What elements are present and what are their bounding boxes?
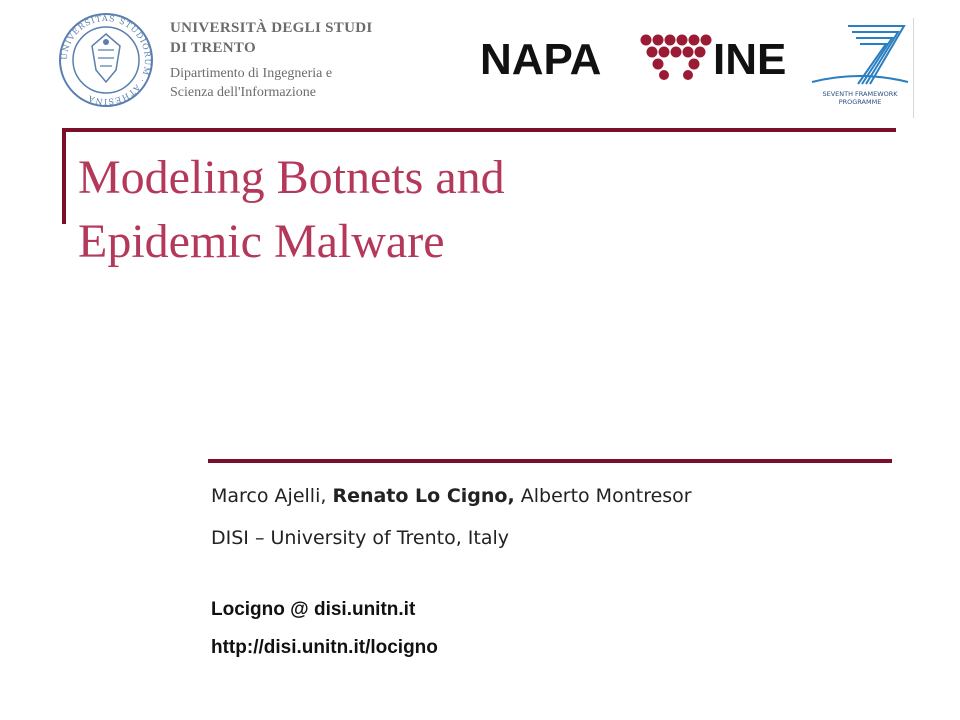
department-line2: Scienza dell'Informazione bbox=[170, 85, 316, 100]
ine-text: INE bbox=[713, 35, 787, 84]
university-logo bbox=[58, 12, 373, 108]
affiliation: DISI – University of Trento, Italy bbox=[211, 527, 510, 549]
header-divider bbox=[913, 18, 914, 118]
napa-text: NAPA bbox=[480, 35, 602, 84]
grape-w-icon bbox=[641, 35, 712, 81]
title-rule-top bbox=[62, 128, 896, 132]
contact-url: http://disi.unitn.it/locigno bbox=[211, 637, 438, 658]
university-city: DI TRENTO bbox=[170, 40, 256, 56]
slide-title bbox=[78, 146, 898, 274]
university-name: UNIVERSITÀ DEGLI STUDI bbox=[170, 20, 373, 36]
contact-email: Locigno @ disi.unitn.it bbox=[211, 599, 416, 620]
napa-wine-logo bbox=[478, 24, 798, 84]
title-rule-left bbox=[62, 128, 66, 224]
author-montresor: Alberto Montresor bbox=[520, 485, 692, 507]
fp7-line1: SEVENTH FRAMEWORK bbox=[822, 90, 898, 98]
fp7-line2: PROGRAMME bbox=[838, 98, 882, 106]
author-list bbox=[211, 482, 692, 510]
author-ajelli: Marco Ajelli, bbox=[211, 485, 327, 507]
university-text bbox=[170, 18, 373, 102]
title-line1: Modeling Botnets and bbox=[78, 151, 505, 204]
author-rule bbox=[208, 459, 892, 463]
university-seal-icon bbox=[58, 12, 154, 108]
fp7-logo bbox=[808, 20, 912, 124]
title-line2: Epidemic Malware bbox=[78, 215, 445, 268]
author-lo-cigno: Renato Lo Cigno, bbox=[332, 485, 515, 507]
department-line1: Dipartimento di Ingegneria e bbox=[170, 66, 333, 81]
seal-text: UNIVERSITAS STUDIORUM · ATHESINA bbox=[59, 13, 153, 107]
